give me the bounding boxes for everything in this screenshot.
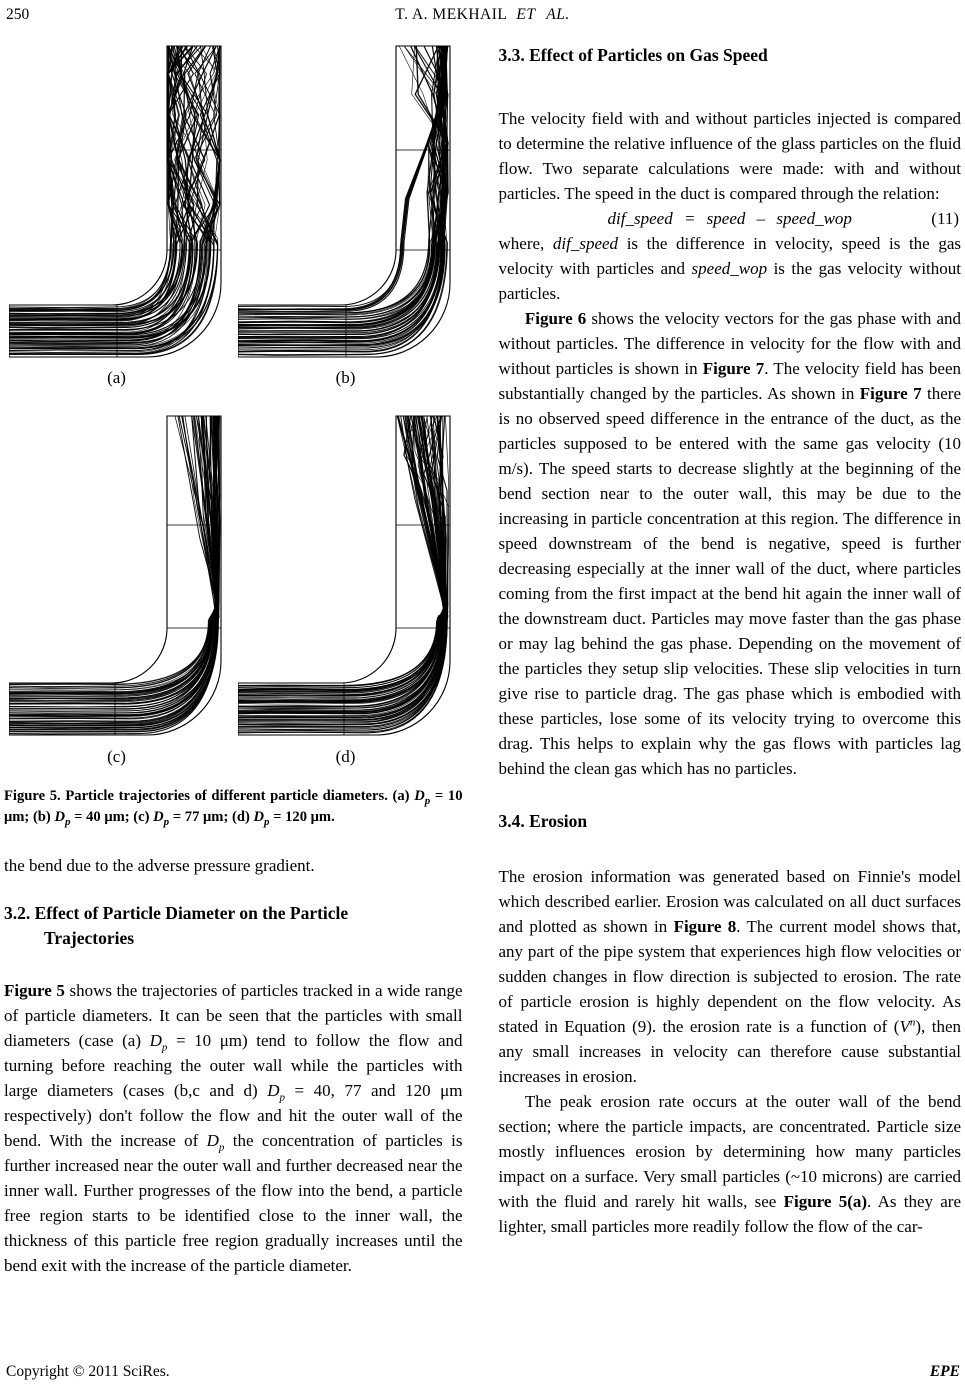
panel-label-a: (a) — [107, 368, 126, 387]
paragraph-figure5-discussion: Figure 5 shows the trajectories of particles tracked in a wide range of particle diameters. It can be seen that the particles with small diameters (case (a) $D_p = 10$ μm) tend to follow the flow and turning before reaching the outer wall while the particles with large diameters (cases (b,c and d) $D_p = 40$, 77 and 120 μm respectively) don't follow the flow and hit the outer wall of the bend. With the increase of $D_p$ the concentration of particles is further increased near the outer wall and further decreased near the inner wall. Further progresses of the flow into the bend, a particle free region starts to be identified close to the inner wall, the thickness of this particle free region gradually increases until the bend exit with the increase of the particle diameter. — [4, 981, 463, 1275]
particle-trajectory-plot-c — [9, 415, 224, 739]
page-footer — [6, 1363, 960, 1381]
section-3-2-heading — [4, 901, 463, 951]
figure-5-row-1 — [9, 45, 463, 390]
copyright-notice: Copyright © 2011 SciRes. — [6, 1363, 170, 1380]
figure-5-panel-c — [9, 415, 224, 769]
equation-11-number: (11) — [931, 209, 959, 228]
figure-5 — [4, 45, 463, 828]
left-column — [4, 43, 463, 1278]
panel-label-d: (d) — [335, 747, 356, 766]
figure-5-panel-a — [9, 45, 224, 390]
figure-5-caption: Figure 5. Particle trajectories of different particle diameters. (a) $D_p = 10$ μm; (b) $D_p = 40$ μm; (c) $D_p = 77$ μm; (d) $D_p = 120$ μm. — [4, 788, 463, 828]
right-column — [499, 43, 962, 1278]
particle-trajectory-plot-a — [9, 45, 224, 360]
paragraph-erosion-model: The erosion information was generated based on Finnie's model which described earlier. Erosion was calculated on all duct surfaces and plotted as shown in Figure 8. The current model shows that, any part of the pipe system that experiences high flow velocities or sudden changes in flow direction is subjected to erosion. The rate of particle erosion is highly dependent on the flow velocity. As stated in Equation (9). the erosion rate is a function of $(V^n)$, then any small increases in velocity can therefore cause substantial increases in erosion. — [498, 867, 961, 1086]
paragraph-bend-continuation: the bend due to the adverse pressure gradient. — [4, 856, 315, 875]
figure-5-panel-b — [238, 45, 453, 390]
section-3-2-heading-line1: 3.2. Effect of Particle Diameter on the Particle — [4, 903, 349, 923]
page-number: 250 — [6, 6, 30, 23]
section-3-4-heading: 3.4. Erosion — [498, 811, 588, 831]
panel-label-c: (c) — [107, 747, 126, 766]
panel-label-b: (b) — [335, 368, 356, 387]
equation-11-body: dif_speed = speed – speed_wop — [607, 209, 852, 228]
paragraph-where-definition: where, dif_speed is the difference in velocity, speed is the gas velocity with particles and speed_wop is the gas velocity without particles. — [498, 234, 961, 303]
paragraph-peak-erosion: The peak erosion rate occurs at the outer wall of the bend section; where the particle impacts, are concentrated. Particle size mostly influences erosion by determining how many particles impact on a surface. Very small particles (~10 microns) are carried with the fluid and rarely hit walls, see Figure 5(a). As they are lighter, small particles more readily follow the flow of the car- — [498, 1092, 961, 1236]
section-3-3-heading: 3.3. Effect of Particles on Gas Speed — [498, 45, 768, 65]
section-3-2-heading-line2: Trajectories — [44, 928, 135, 948]
page-header — [4, 6, 961, 28]
paragraph-velocity-field: The velocity field with and without particles injected is compared to determine the relative influence of the glass particles on the fluid flow. Two separate calculations were made: with and without particles. The speed in the duct is compared through the relation: — [498, 109, 961, 203]
journal-abbrev: EPE — [929, 1363, 960, 1380]
running-title-etal: ET AL. — [516, 6, 570, 23]
particle-trajectory-plot-b — [238, 45, 453, 360]
equation-11 — [499, 206, 962, 231]
two-column-body — [4, 43, 961, 1278]
running-title-authors: T. A. MEKHAIL — [395, 6, 508, 23]
figure-5-row-2 — [9, 415, 463, 769]
running-title — [4, 6, 961, 24]
figure-5-panel-d — [238, 415, 453, 769]
particle-trajectory-plot-d — [238, 415, 453, 739]
paragraph-figure6-discussion: Figure 6 shows the velocity vectors for the gas phase with and without particles. The difference in velocity for the flow with and without particles is shown in Figure 7. The velocity field has been substantially changed by the particles. As shown in Figure 7 there is no observed speed difference in the entrance of the duct, as the particles supposed to be entered with the same gas velocity (10 m/s). The speed starts to decrease slightly at the beginning of the bend section near to the outer wall, this may be due to the increasing in particle concentration at this region. The difference in speed downstream of the bend is negative, speed is further decreasing especially at the inner wall of the duct, where particles coming from the first impact at the bend hit again the inner wall of the downstream duct. Particles may move faster than the gas phase or may lag behind the gas phase. Depending on the movement of the particles they setup slip velocities. These slip velocities in turn give rise to particle drag. The gas phase which is embodied with these particles, lose some of its velocity trying to overcome this drag. This helps to explain why the gas flows with particles lag behind the clean gas which has no particles. — [498, 309, 961, 778]
